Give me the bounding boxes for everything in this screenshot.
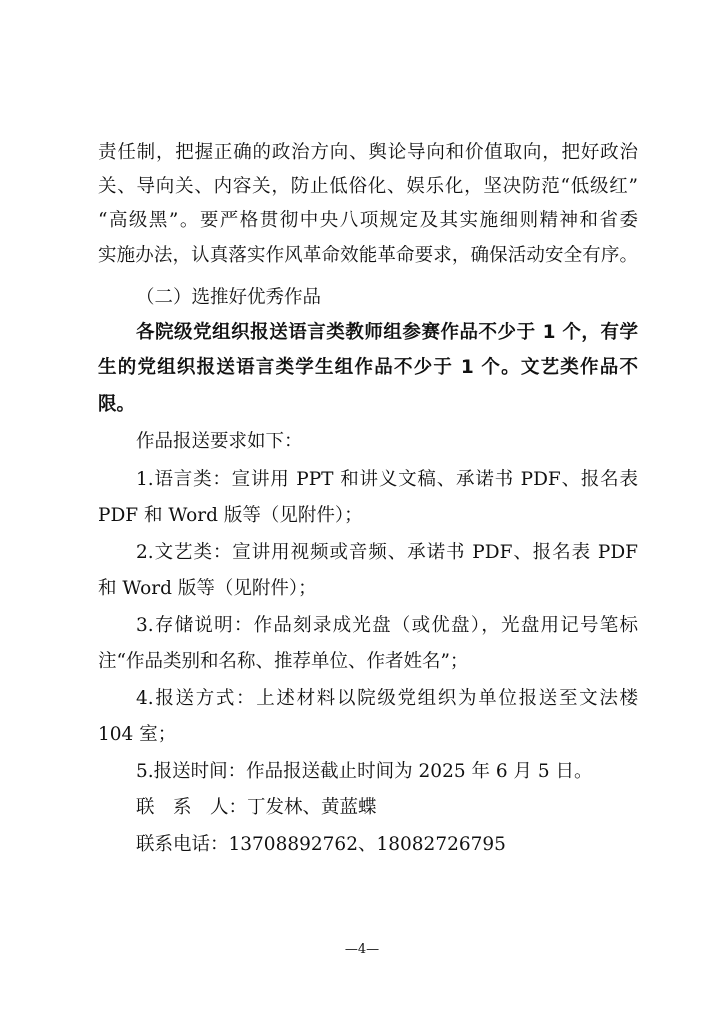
contact-phone: 联系电话：13708892762、18082726795 (136, 834, 506, 855)
list-item-line: 2.文艺类：宣讲用视频或音频、承诺书 PDF、报名表 PDF (136, 542, 638, 563)
bold-paragraph-line: 各院级党组织报送语言类教师组参赛作品不少于 1 个，有学 (136, 322, 638, 343)
paragraph-line: 责任制，把握正确的政治方向、舆论导向和价值取向，把好政治 (98, 142, 638, 163)
list-item-line: PDF 和 Word 版等（见附件）； (98, 505, 363, 526)
paragraph-line: “高级黑”。要严格贯彻中央八项规定及其实施细则精神和省委 (98, 210, 638, 231)
section-heading: （二）选推好优秀作品 (136, 287, 322, 308)
list-item-line: 注“作品类别和名称、推荐单位、作者姓名”； (98, 651, 469, 672)
page-number: —4— (344, 942, 380, 957)
bold-paragraph-line: 限。 (98, 394, 136, 415)
list-item-line: 5.报送时间：作品报送截止时间为 2025 年 6 月 5 日。 (136, 761, 593, 782)
list-item-line: 1.语言类：宣讲用 PPT 和讲义文稿、承诺书 PDF、报名表 (136, 469, 638, 490)
list-item-line: 104 室； (98, 724, 177, 745)
list-item-line: 4.报送方式：上述材料以院级党组织为单位报送至文法楼 (136, 688, 638, 709)
contact-person: 联 系 人：丁发林、黄蓝蝶 (136, 797, 377, 818)
list-item-line: 和 Word 版等（见附件）； (98, 578, 317, 599)
paragraph-line: 关、导向关、内容关，防止低俗化、娱乐化，坚决防范“低级红” (98, 176, 638, 197)
bold-paragraph-line: 生的党组织报送语言类学生组作品不少于 1 个。文艺类作品不 (98, 357, 638, 378)
list-item-line: 3.存储说明：作品刻录成光盘（或优盘），光盘用记号笔标 (136, 615, 638, 636)
paragraph-line: 实施办法，认真落实作风革命效能革命要求，确保活动安全有序。 (98, 245, 638, 266)
requirements-intro: 作品报送要求如下： (136, 431, 303, 452)
